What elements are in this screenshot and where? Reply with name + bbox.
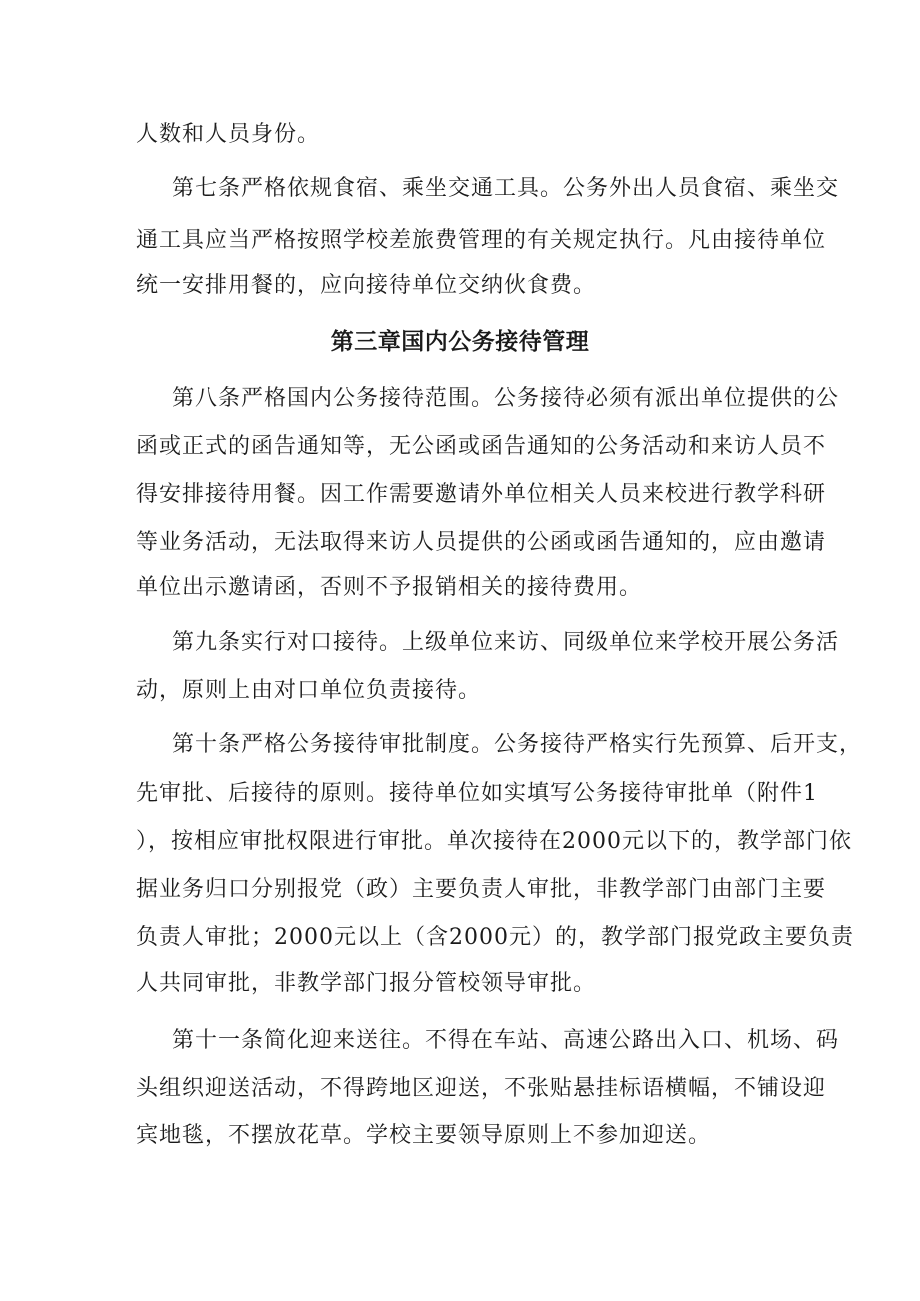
article-10-line: 先审批、后接待的原则。接待单位如实填写公务接待审批单（附件1	[136, 781, 818, 806]
article-11-line: 头组织迎送活动，不得跨地区迎送，不张贴悬挂标语横幅，不铺设迎	[136, 1076, 827, 1101]
article-10-line: 第十条严格公务接待审批制度。公务接待严格实行先预算、后开支，	[172, 732, 863, 757]
article-10-line: ），按相应审批权限进行审批。单次接待在2000元以下的，教学部门依	[136, 829, 852, 854]
article-7-line: 通工具应当严格按照学校差旅费管理的有关规定执行。凡由接待单位	[136, 228, 827, 253]
article-8-line: 得安排接待用餐。因工作需要邀请外单位相关人员来校进行教学科研	[136, 482, 827, 507]
article-8-line: 等业务活动，无法取得来访人员提供的公函或函告通知的，应由邀请	[136, 530, 827, 555]
article-9-line: 第九条实行对口接待。上级单位来访、同级单位来学校开展公务活	[172, 630, 840, 655]
article-11-line: 宾地毯，不摆放花草。学校主要领导原则上不参加迎送。	[136, 1123, 712, 1148]
article-9-line: 动，原则上由对口单位负责接待。	[136, 678, 482, 703]
article-8-line: 单位出示邀请函，否则不予报销相关的接待费用。	[136, 575, 643, 600]
article-8-line: 函或正式的函告通知等，无公函或函告通知的公务活动和来访人员不	[136, 434, 827, 459]
chapter-heading: 第三章国内公务接待管理	[330, 329, 590, 355]
article-7-line: 第七条严格依规食宿、乘坐交通工具。公务外出人员食宿、乘坐交	[172, 176, 840, 201]
article-10-line: 负责人审批；2000元以上（含2000元）的，教学部门报党政主要负责	[136, 925, 854, 950]
article-7-line: 统一安排用餐的，应向接待单位交纳伙食费。	[136, 273, 597, 298]
article-10-line: 人共同审批，非教学部门报分管校领导审批。	[136, 971, 597, 996]
article-10-line: 据业务归口分别报党（政）主要负责人审批，非教学部门由部门主要	[136, 877, 827, 902]
paragraph-line: 人数和人员身份。	[136, 122, 321, 147]
article-8-line: 第八条严格国内公务接待范围。公务接待必须有派出单位提供的公	[172, 386, 840, 411]
article-11-line: 第十一条简化迎来送往。不得在车站、高速公路出入口、机场、码	[172, 1028, 840, 1053]
